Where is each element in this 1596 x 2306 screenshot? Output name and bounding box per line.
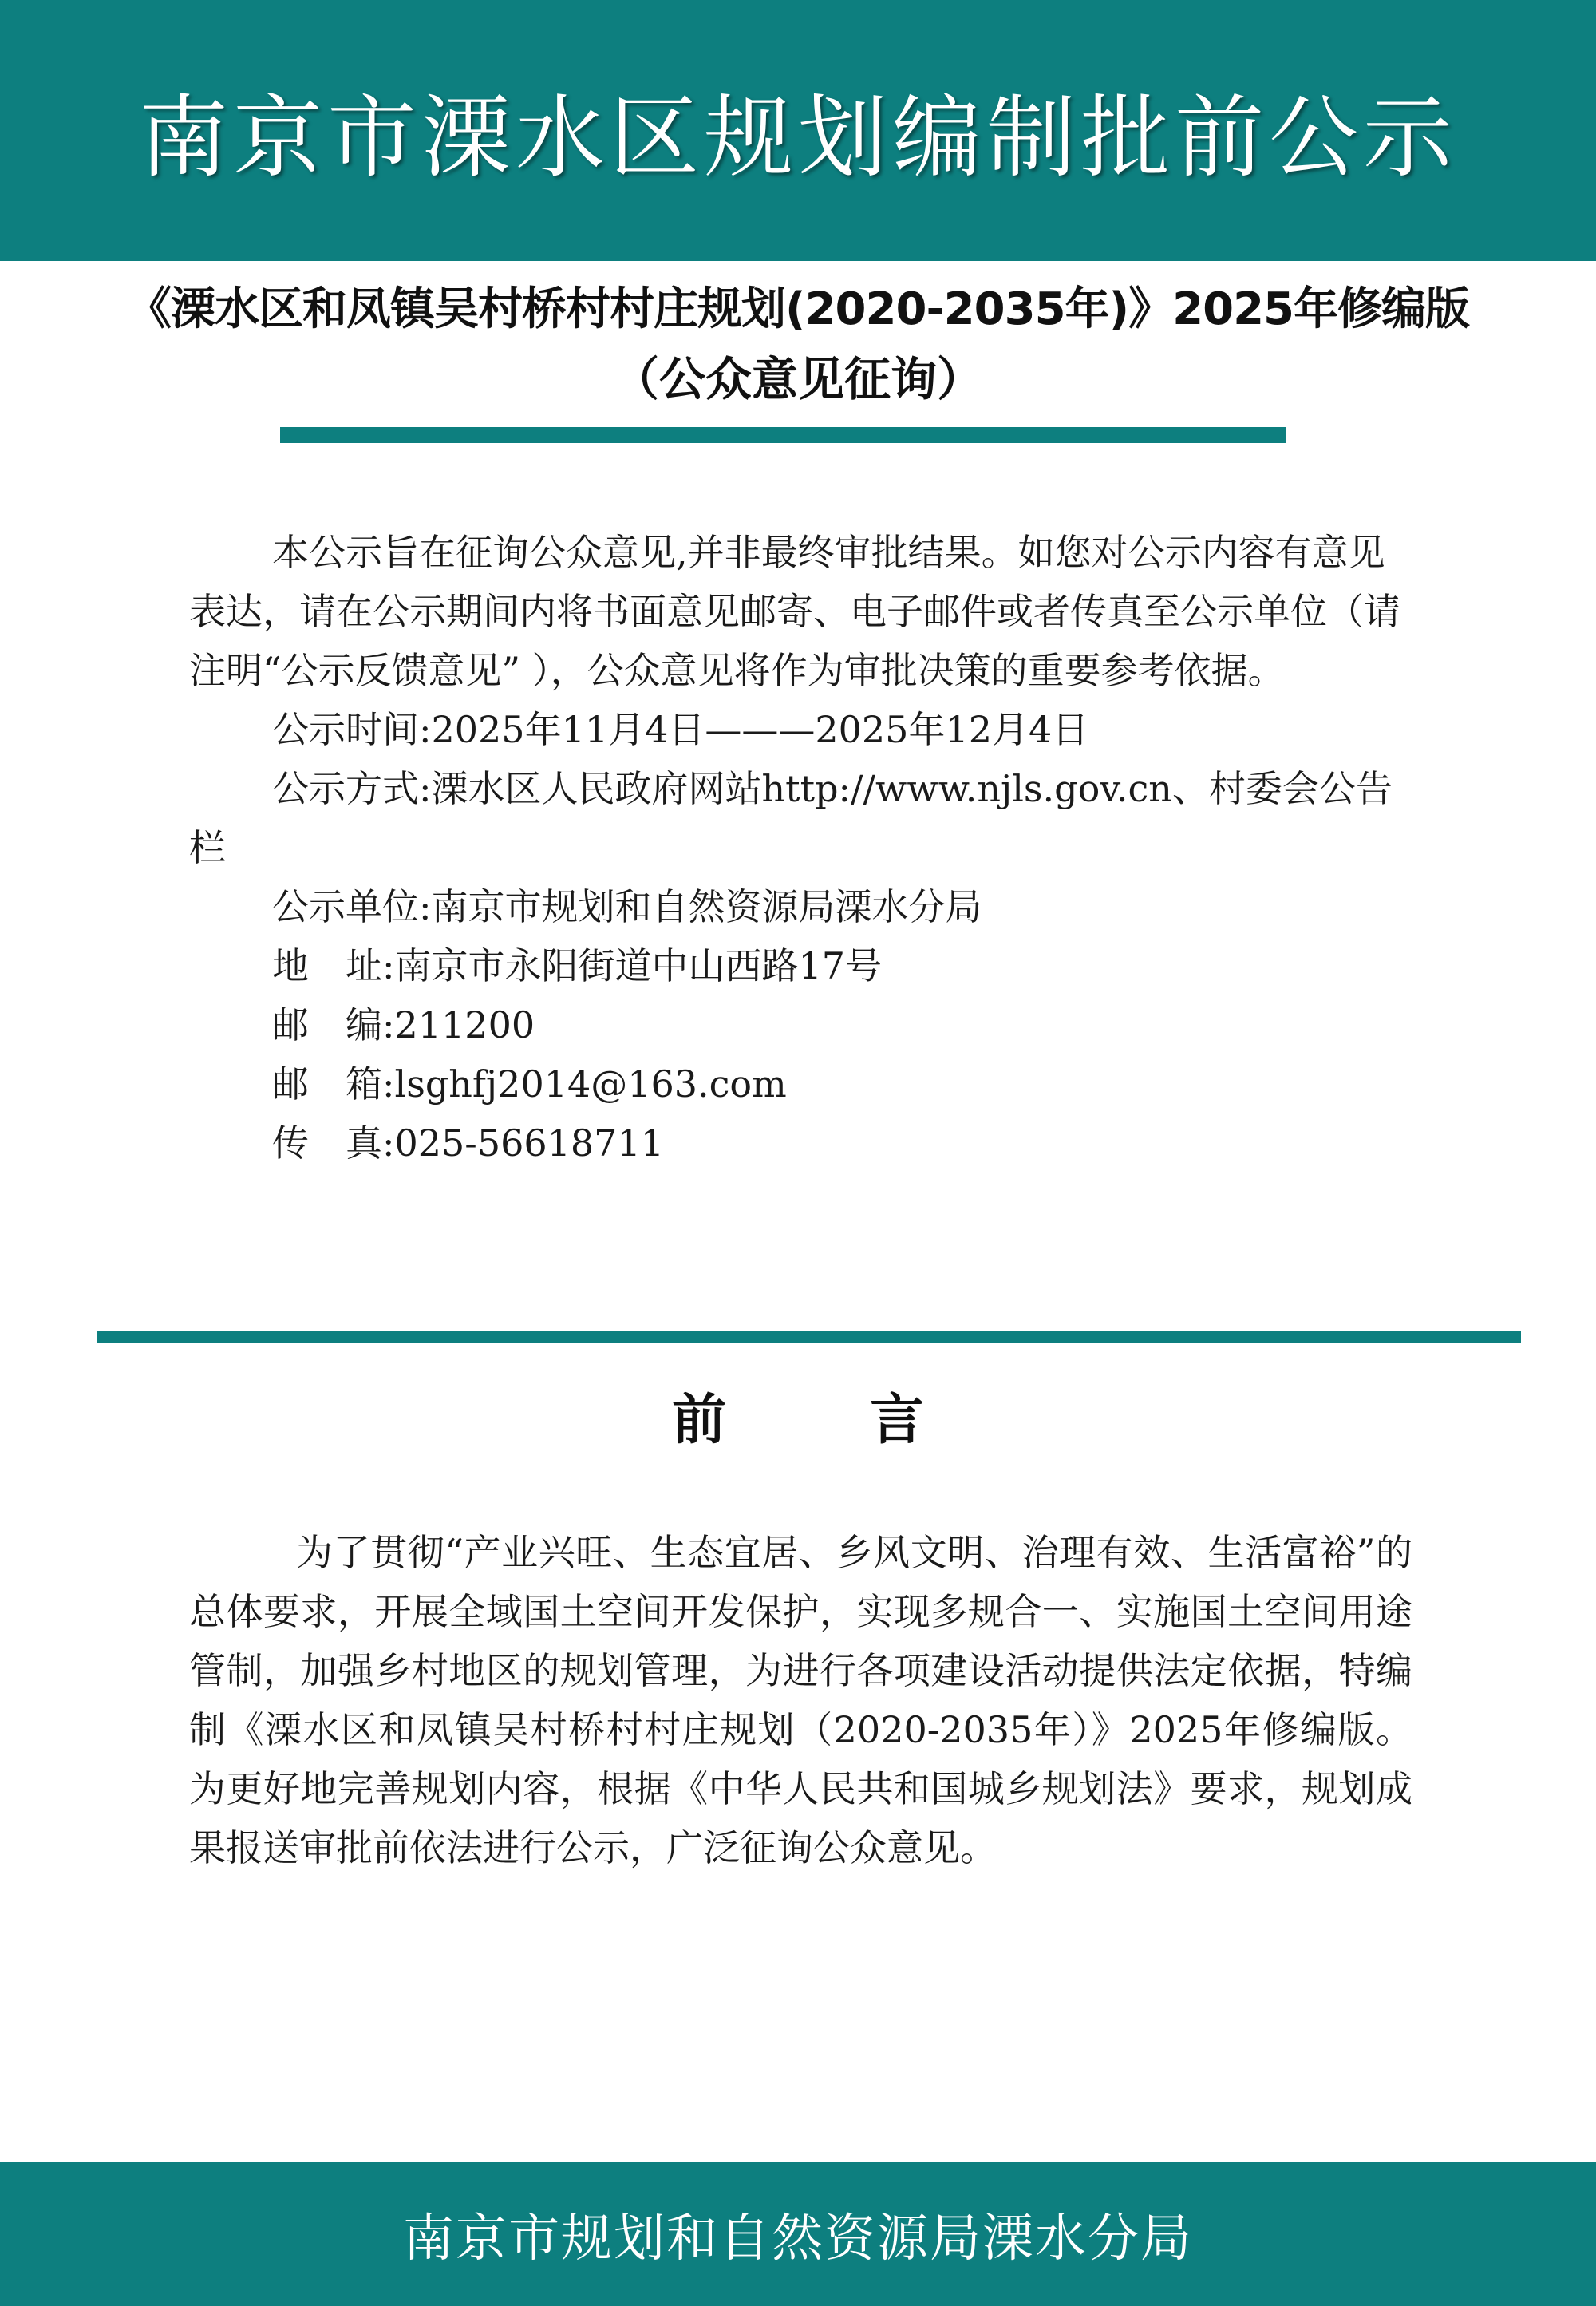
field-value: 南京市规划和自然资源局溧水分局	[431, 885, 982, 928]
notice-field-time	[189, 700, 1412, 759]
section-divider	[97, 1331, 1521, 1343]
notice-section	[189, 523, 1412, 1173]
field-label: 公示时间:	[272, 708, 432, 751]
field-value: lsghfj2014@163.com	[394, 1062, 787, 1106]
notice-field-email	[189, 1054, 1412, 1113]
title-divider	[280, 427, 1286, 443]
notice-field-postcode	[189, 995, 1412, 1054]
footer-banner	[0, 2162, 1596, 2306]
field-value: 211200	[394, 1003, 535, 1046]
field-label: 邮 编:	[272, 1003, 395, 1046]
field-value: 溧水区人民政府网站http://www.njls.gov.cn、村委会公告栏	[189, 767, 1393, 869]
header-banner	[0, 0, 1596, 261]
field-value: 南京市永阳街道中山西路17号	[394, 944, 883, 987]
page-title: 南京市溧水区规划编制批前公示	[139, 86, 1457, 190]
preface-heading-char: 前	[671, 1389, 726, 1452]
field-label: 公示单位:	[272, 885, 432, 928]
field-value: 2025年11月4日———2025年12月4日	[431, 708, 1089, 751]
notice-field-unit	[189, 877, 1412, 936]
notice-field-address	[189, 936, 1412, 995]
document-title-line1: 《溧水区和凤镇吴村桥村村庄规划(2020-2035年)》2025年修编版	[126, 283, 1469, 335]
field-label: 传 真:	[272, 1121, 395, 1165]
document-title	[0, 275, 1596, 414]
notice-field-fax	[189, 1113, 1412, 1173]
document-title-line2: （公众意见征询）	[612, 352, 983, 406]
footer-organization: 南京市规划和自然资源局溧水分局	[403, 2209, 1193, 2268]
preface-body: 为了贯彻“产业兴旺、生态宜居、乡风文明、治理有效、生活富裕”的总体要求，开展全域国土空间开发保护，实现多规合一、实施国土空间用途管制，加强乡村地区的规划管理，为进行各项建设活动提供法定依据，特编制《溧水区和凤镇吴村桥村村庄规划（2020-2035年）》2025年修编版。为更好地完善规划内容，根据《中华人民共和国城乡规划法》要求，规划成果报送审批前依法进行公示，广泛征询公众意见。	[189, 1531, 1412, 1869]
preface-heading	[0, 1381, 1596, 1461]
notice-field-method	[189, 759, 1412, 877]
field-label: 地 址:	[272, 944, 395, 987]
notice-intro: 本公示旨在征询公众意见,并非最终审批结果。如您对公示内容有意见表达，请在公示期间内将书面意见邮寄、电子邮件或者传真至公示单位（请注明“公示反馈意见” ），公众意见将作为审批决策的重要参考依据。	[189, 531, 1400, 692]
field-label: 邮 箱:	[272, 1062, 395, 1106]
field-label: 公示方式:	[272, 767, 432, 810]
preface-heading-char: 言	[870, 1389, 925, 1452]
field-value: 025-56618711	[394, 1121, 664, 1165]
